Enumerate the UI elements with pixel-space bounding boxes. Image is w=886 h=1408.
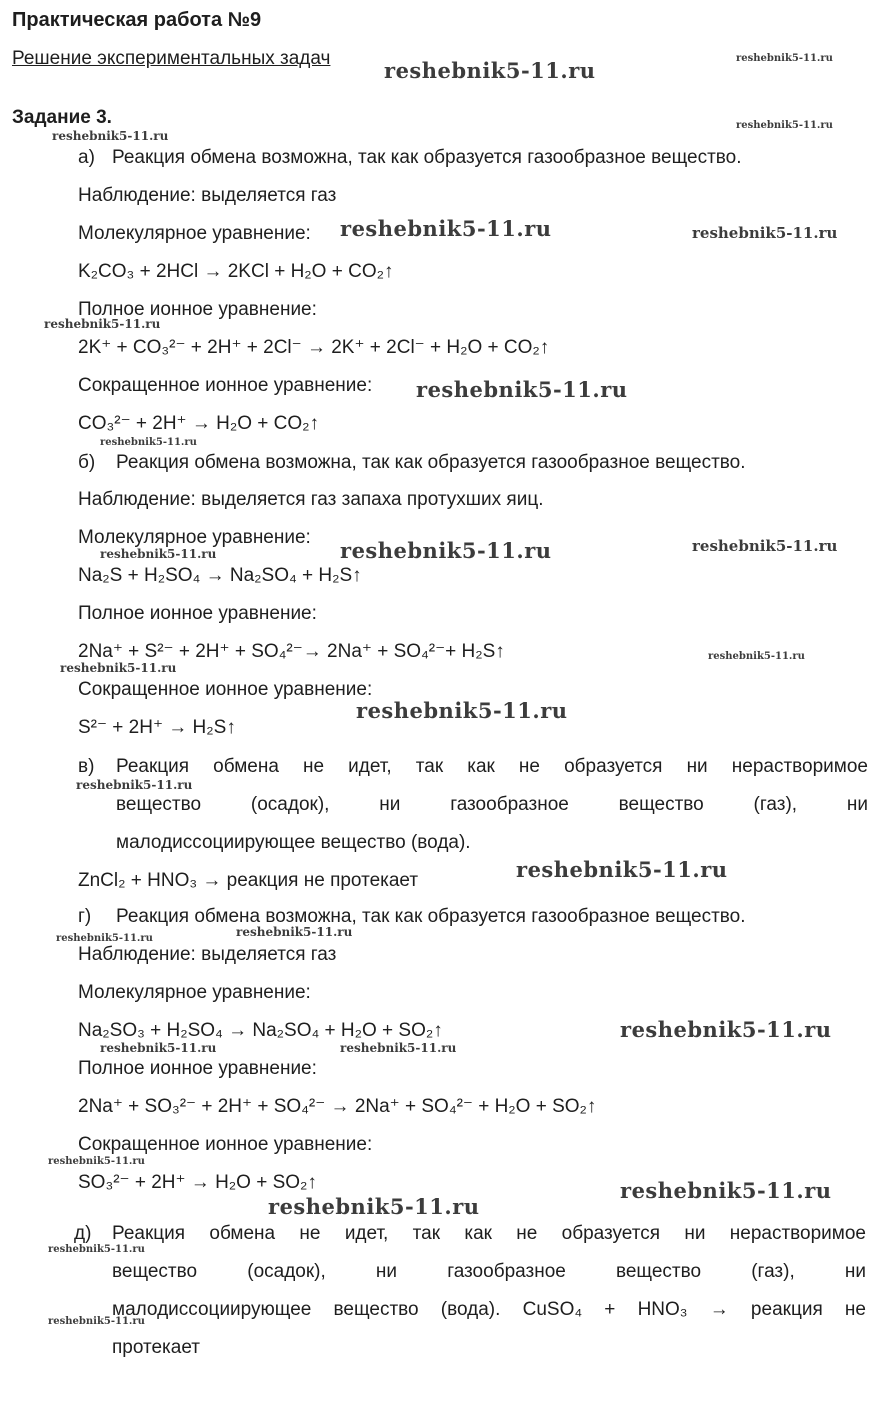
- watermark: reshebnik5-11.ru: [100, 1041, 217, 1055]
- watermark: reshebnik5-11.ru: [52, 129, 169, 143]
- watermark: reshebnik5-11.ru: [416, 377, 628, 402]
- section-b-molecular-equation: Na₂S + H₂SO₄ → Na₂SO₄ + H₂S↑: [78, 565, 362, 586]
- section-a-text: Реакция обмена возможна, так как образуется газообразное вещество.: [112, 147, 742, 168]
- section-a-full-ionic-label: Полное ионное уравнение:: [78, 299, 317, 320]
- watermark: reshebnik5-11.ru: [48, 1156, 145, 1167]
- section-b-molecular-label: Молекулярное уравнение:: [78, 527, 311, 548]
- watermark: reshebnik5-11.ru: [736, 53, 833, 64]
- section-d-line-3: малодиссоциирующее вещество (вода). CuSO₄ + HNO₃ → реакция не: [112, 1299, 866, 1320]
- page-title: Практическая работа №9: [12, 9, 262, 31]
- section-a-observation: Наблюдение: выделяется газ: [78, 185, 337, 206]
- section-g-observation: Наблюдение: выделяется газ: [78, 944, 337, 965]
- watermark: reshebnik5-11.ru: [692, 537, 838, 555]
- page-subtitle: Решение экспериментальных задач: [12, 48, 331, 69]
- section-v-line-3: малодиссоциирующее вещество (вода).: [116, 832, 471, 853]
- section-b-full-ionic-label: Полное ионное уравнение:: [78, 603, 317, 624]
- watermark: reshebnik5-11.ru: [60, 661, 177, 675]
- section-g-marker: г): [78, 906, 92, 927]
- watermark: reshebnik5-11.ru: [48, 1316, 145, 1327]
- section-b-observation: Наблюдение: выделяется газ запаха протухших яиц.: [78, 489, 544, 510]
- watermark: reshebnik5-11.ru: [736, 120, 833, 131]
- section-d-marker: д): [74, 1223, 92, 1244]
- section-g-text: Реакция обмена возможна, так как образуется газообразное вещество.: [116, 906, 746, 927]
- section-v-equation: ZnCl₂ + HNO₃ → реакция не протекает: [78, 870, 419, 891]
- watermark: reshebnik5-11.ru: [620, 1017, 832, 1042]
- watermark: reshebnik5-11.ru: [340, 1041, 457, 1055]
- section-v-line-1: Реакция обмена не идет, так как не образуется ни нерастворимое: [116, 756, 868, 777]
- section-g-short-ionic-label: Сокращенное ионное уравнение:: [78, 1134, 373, 1155]
- section-b-text: Реакция обмена возможна, так как образуется газообразное вещество.: [116, 452, 746, 473]
- section-d-line-2: вещество (осадок), ни газообразное вещество (газ), ни: [112, 1261, 866, 1282]
- section-b-short-ionic-label: Сокращенное ионное уравнение:: [78, 679, 373, 700]
- watermark: reshebnik5-11.ru: [384, 58, 596, 83]
- watermark: reshebnik5-11.ru: [692, 224, 838, 242]
- watermark: reshebnik5-11.ru: [340, 216, 552, 241]
- watermark: reshebnik5-11.ru: [44, 317, 161, 331]
- watermark: reshebnik5-11.ru: [76, 778, 193, 792]
- section-d-line-4: протекает: [112, 1337, 200, 1358]
- section-a-short-ionic-equation: CO₃²⁻ + 2H⁺ → H₂O + CO₂↑: [78, 413, 320, 434]
- watermark: reshebnik5-11.ru: [268, 1194, 480, 1219]
- watermark: reshebnik5-11.ru: [48, 1244, 145, 1255]
- section-g-short-ionic-equation: SO₃²⁻ + 2H⁺ → H₂O + SO₂↑: [78, 1172, 317, 1193]
- task-heading: Задание 3.: [12, 107, 112, 128]
- section-b-full-ionic-equation: 2Na⁺ + S²⁻ + 2H⁺ + SO₄²⁻→ 2Na⁺ + SO₄²⁻+ H₂S↑: [78, 641, 505, 662]
- section-v-marker: в): [78, 756, 95, 777]
- section-a-molecular-label: Молекулярное уравнение:: [78, 223, 311, 244]
- section-a-short-ionic-label: Сокращенное ионное уравнение:: [78, 375, 373, 396]
- section-b-marker: б): [78, 452, 96, 473]
- section-v-line-2: вещество (осадок), ни газообразное вещество (газ), ни: [116, 794, 868, 815]
- section-d-line-1: Реакция обмена не идет, так как не образуется ни нерастворимое: [112, 1223, 866, 1244]
- section-g-full-ionic-equation: 2Na⁺ + SO₃²⁻ + 2H⁺ + SO₄²⁻ → 2Na⁺ + SO₄²⁻ + H₂O + SO₂↑: [78, 1096, 597, 1117]
- section-b-short-ionic-equation: S²⁻ + 2H⁺ → H₂S↑: [78, 717, 236, 738]
- watermark: reshebnik5-11.ru: [56, 933, 153, 944]
- watermark: reshebnik5-11.ru: [620, 1178, 832, 1203]
- watermark: reshebnik5-11.ru: [236, 925, 353, 939]
- section-a-full-ionic-equation: 2K⁺ + CO₃²⁻ + 2H⁺ + 2Cl⁻ → 2K⁺ + 2Cl⁻ + H₂O + CO₂↑: [78, 337, 550, 358]
- watermark: reshebnik5-11.ru: [708, 651, 805, 662]
- section-a-marker: а): [78, 147, 95, 168]
- section-g-molecular-label: Молекулярное уравнение:: [78, 982, 311, 1003]
- section-g-molecular-equation: Na₂SO₃ + H₂SO₄ → Na₂SO₄ + H₂O + SO₂↑: [78, 1020, 443, 1041]
- section-g-full-ionic-label: Полное ионное уравнение:: [78, 1058, 317, 1079]
- watermark: reshebnik5-11.ru: [516, 857, 728, 882]
- section-a-molecular-equation: K₂CO₃ + 2HCl → 2KCl + H₂O + CO₂↑: [78, 261, 394, 282]
- watermark: reshebnik5-11.ru: [340, 538, 552, 563]
- watermark: reshebnik5-11.ru: [100, 547, 217, 561]
- watermark: reshebnik5-11.ru: [356, 698, 568, 723]
- watermark: reshebnik5-11.ru: [100, 437, 197, 448]
